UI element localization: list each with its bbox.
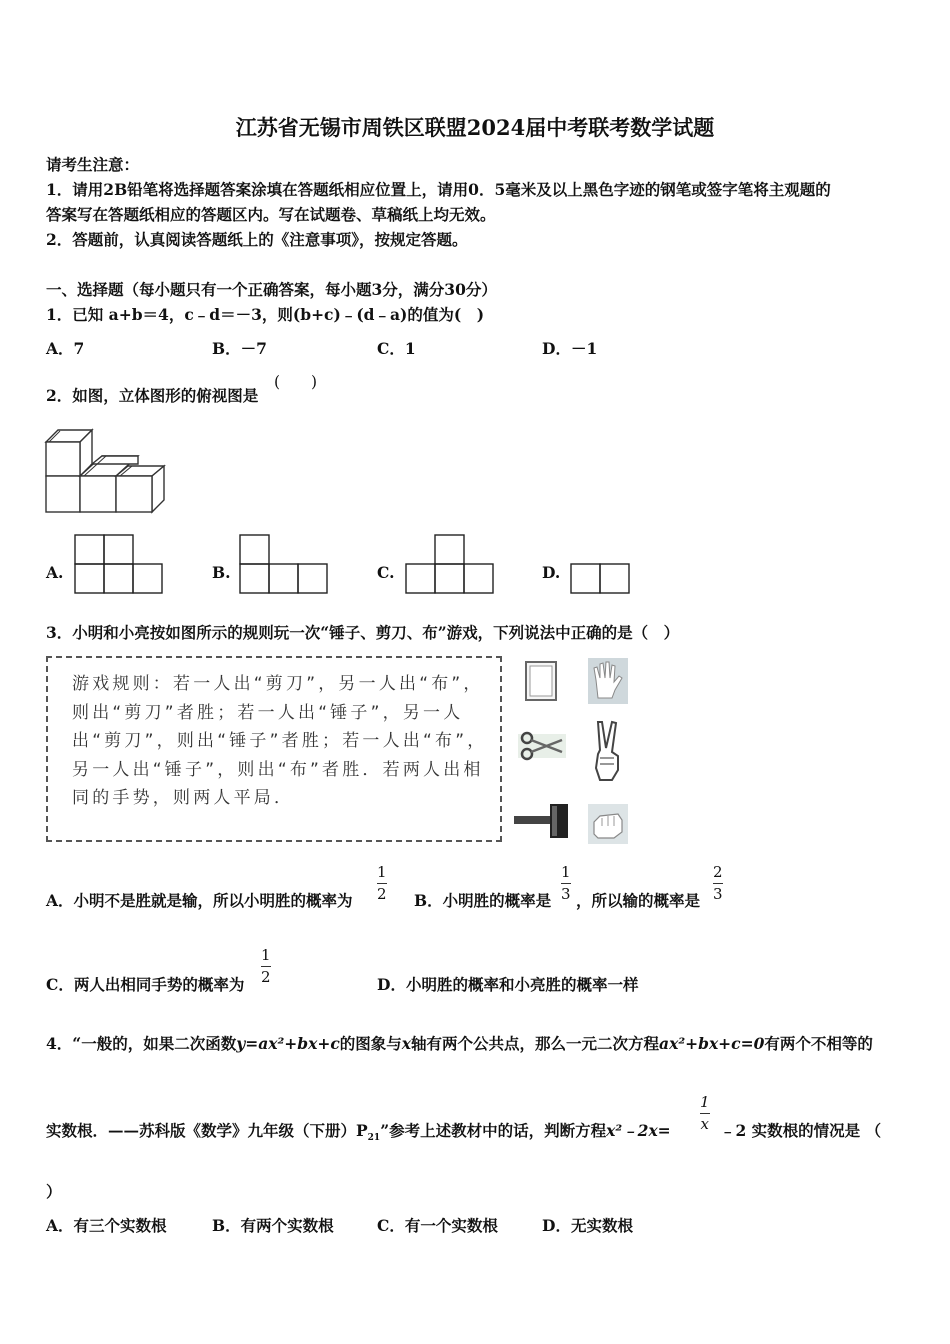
q2-option-d-label: D. xyxy=(542,563,561,582)
q4-option-c: C．有一个实数根 xyxy=(377,1216,498,1235)
q4-line-2-c: ﹣2 实数根的情况是 （ xyxy=(720,1121,882,1140)
q3-option-a-fraction xyxy=(377,865,387,902)
q1-option-c: C．1 xyxy=(377,339,416,358)
q2-option-c-figure xyxy=(405,534,495,596)
q3-option-b-tail: ，所以输的概率是 xyxy=(576,891,701,910)
q4-line-1 xyxy=(46,1032,873,1054)
fist-icon xyxy=(588,804,628,844)
q3-option-d: D．小明胜的概率和小亮胜的概率一样 xyxy=(377,975,639,994)
q2-option-b-figure xyxy=(239,534,329,596)
fraction-denominator: 3 xyxy=(713,885,723,903)
q3-option-b: B．小明胜的概率是 xyxy=(414,891,552,910)
q3-option-c-fraction xyxy=(261,948,271,985)
paper-card-icon xyxy=(524,660,560,702)
notice-heading: 请考生注意： xyxy=(46,155,140,174)
fraction-numerator: 1 xyxy=(377,863,387,881)
q4-option-b: B．有两个实数根 xyxy=(212,1216,334,1235)
q4-x-variable: x xyxy=(401,1034,412,1053)
q2-option-c-label: C. xyxy=(377,563,395,582)
fraction-numerator: 2 xyxy=(713,863,723,881)
q2-stem: 2．如图，立体图形的俯视图是 xyxy=(46,386,259,405)
notice-line-2: 答案写在答题纸相应的答题区内。写在试题卷、草稿纸上均无效。 xyxy=(46,205,496,224)
q4-function: y=ax²+bx+c xyxy=(236,1034,340,1053)
fraction-numerator: 1 xyxy=(561,863,571,881)
q2-option-a-figure xyxy=(74,534,164,596)
hammer-icon xyxy=(514,800,570,842)
q4-line-2-b: ”参考上述教材中的话，判断方程 xyxy=(380,1121,607,1140)
fraction-numerator: 1 xyxy=(261,946,271,964)
q3-option-b-fraction xyxy=(561,865,571,902)
q4-page-subscript: 21 xyxy=(367,1133,381,1144)
q4-stem-b: 的图象与 xyxy=(339,1034,402,1053)
q4-line-3: ） xyxy=(46,1182,62,1201)
q3-stem: 3．小明和小亮按如图所示的规则玩一次“锤子、剪刀、布”游戏，下列说法中正确的是（ ） xyxy=(46,623,680,642)
fraction-denominator: 2 xyxy=(261,968,271,986)
q4-stem-a: 4．“一般的，如果二次函数 xyxy=(46,1034,237,1053)
victory-hand-icon xyxy=(590,720,626,784)
fraction-denominator: 2 xyxy=(377,885,387,903)
fraction-denominator: 3 xyxy=(561,885,571,903)
q2-option-a-label: A. xyxy=(46,563,64,582)
q2-solid-figure xyxy=(44,428,169,518)
open-hand-icon xyxy=(588,658,628,704)
notice-line-1: 1．请用2B铅笔将选择题答案涂填在答题纸相应位置上，请用0．5毫米及以上黑色字迹的钢笔或签字笔将主观题的 xyxy=(46,180,831,199)
q1-option-d: D．－1 xyxy=(542,339,598,358)
q2-paren: ( ) xyxy=(274,373,318,391)
q4-line-2 xyxy=(46,1119,671,1143)
q1-option-a: A．7 xyxy=(46,339,85,358)
fraction-denominator: x xyxy=(700,1115,709,1133)
q4-stem-d: 有两个不相等的 xyxy=(764,1034,873,1053)
scissors-icon xyxy=(518,728,566,764)
q4-option-a: A．有三个实数根 xyxy=(46,1216,167,1235)
q3-option-a: A．小明不是胜就是输，所以小明胜的概率为 xyxy=(46,891,353,910)
q2-option-d-figure xyxy=(570,563,632,595)
q4-option-d: D．无实数根 xyxy=(542,1216,633,1235)
q4-stem-c: 轴有两个公共点，那么一元二次方程 xyxy=(411,1034,660,1053)
notice-line-3: 2．答题前，认真阅读答题纸上的《注意事项》，按规定答题。 xyxy=(46,230,468,249)
q1-option-b: B．－7 xyxy=(212,339,267,358)
fraction-numerator: 1 xyxy=(700,1093,710,1111)
q3-rule-box: 游戏规则：若一人出“剪刀”，另一人出“布”，则出“剪刀”者胜；若一人出“锤子”，另一人出“剪刀”，则出“锤子”者胜；若一人出“布”，另一人出“锤子”，则出“布”者胜．若两人出相同的手势，则两人平局． xyxy=(46,656,502,842)
q4-fraction xyxy=(700,1095,710,1132)
q2-option-b-label: B. xyxy=(212,563,231,582)
q4-equation: ax²+bx+c=0 xyxy=(659,1034,765,1053)
page-title: 江苏省无锡市周铁区联盟2024届中考联考数学试题 xyxy=(235,115,715,140)
q1-stem: 1．已知 a+b＝4，c﹣d＝－3，则(b+c)﹣(d﹣a)的值为( ) xyxy=(46,305,485,324)
q4-line-2-equation: x²﹣2x= xyxy=(606,1121,671,1140)
q3-option-b-fraction-2 xyxy=(713,865,723,902)
q3-option-c: C．两人出相同手势的概率为 xyxy=(46,975,245,994)
section-heading: 一、选择题（每小题只有一个正确答案，每小题3分，满分30分） xyxy=(46,280,497,299)
q4-line-2-a: 实数根．——苏科版《数学》九年级（下册）P xyxy=(46,1121,368,1140)
